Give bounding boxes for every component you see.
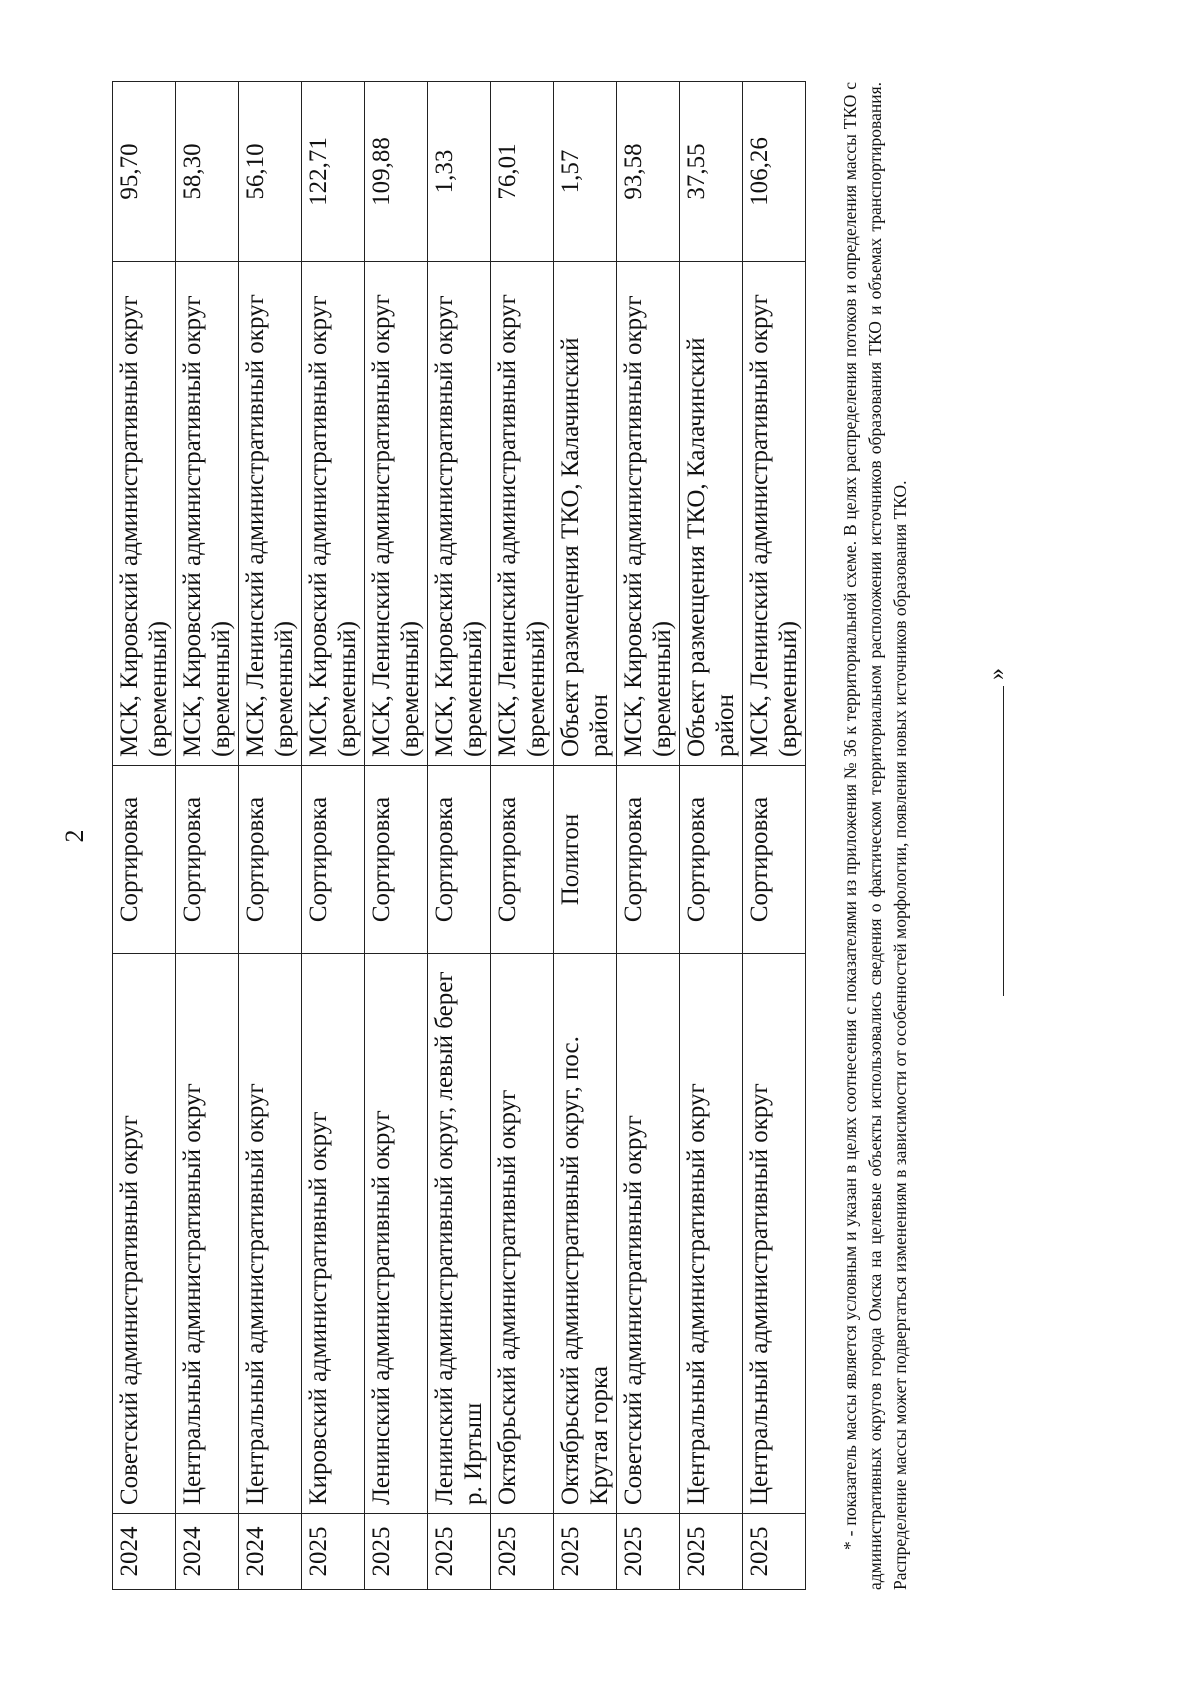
type-cell: Сортировка bbox=[743, 766, 806, 954]
mass-cell: 95,70 bbox=[113, 82, 176, 262]
type-cell: Сортировка bbox=[491, 766, 554, 954]
type-cell: Сортировка bbox=[680, 766, 743, 954]
destination-cell: МСК, Ленинский административный округ (временный) bbox=[743, 262, 806, 766]
year-cell: 2025 bbox=[302, 1514, 365, 1590]
source-cell: Центральный административный округ bbox=[239, 954, 302, 1514]
destination-cell: МСК, Кировский административный округ (временный) bbox=[176, 262, 239, 766]
year-cell: 2024 bbox=[113, 1514, 176, 1590]
table-row bbox=[554, 82, 617, 1590]
year-cell: 2024 bbox=[176, 1514, 239, 1590]
table-row bbox=[176, 82, 239, 1590]
type-cell: Сортировка bbox=[239, 766, 302, 954]
source-cell: Советский административный округ bbox=[113, 954, 176, 1514]
type-cell: Сортировка bbox=[176, 766, 239, 954]
source-cell: Ленинский административный округ, левый берег р. Иртыш bbox=[428, 954, 491, 1514]
table-row bbox=[680, 82, 743, 1590]
destination-cell: МСК, Ленинский административный округ (временный) bbox=[491, 262, 554, 766]
year-cell: 2025 bbox=[617, 1514, 680, 1590]
destination-cell: МСК, Кировский административный округ (временный) bbox=[428, 262, 491, 766]
year-cell: 2025 bbox=[743, 1514, 806, 1590]
type-cell: Сортировка bbox=[617, 766, 680, 954]
mass-cell: 93,58 bbox=[617, 82, 680, 262]
mass-cell: 58,30 bbox=[176, 82, 239, 262]
source-cell: Октябрьский административный округ, пос. Крутая горка bbox=[554, 954, 617, 1514]
type-cell: Сортировка bbox=[113, 766, 176, 954]
end-rule bbox=[1003, 686, 1004, 996]
source-cell: Центральный административный округ bbox=[176, 954, 239, 1514]
mass-cell: 109,88 bbox=[365, 82, 428, 262]
year-cell: 2025 bbox=[680, 1514, 743, 1590]
destination-cell: МСК, Ленинский административный округ (временный) bbox=[365, 262, 428, 766]
mass-cell: 1,57 bbox=[554, 82, 617, 262]
destination-cell: МСК, Ленинский административный округ (временный) bbox=[239, 262, 302, 766]
type-cell: Сортировка bbox=[428, 766, 491, 954]
waste-flow-table bbox=[112, 81, 806, 1590]
year-cell: 2025 bbox=[428, 1514, 491, 1590]
table-row bbox=[239, 82, 302, 1590]
year-cell: 2025 bbox=[365, 1514, 428, 1590]
mass-cell: 106,26 bbox=[743, 82, 806, 262]
source-cell: Октябрьский административный округ bbox=[491, 954, 554, 1514]
source-cell: Советский административный округ bbox=[617, 954, 680, 1514]
type-cell: Сортировка bbox=[302, 766, 365, 954]
mass-cell: 122,71 bbox=[302, 82, 365, 262]
year-cell: 2024 bbox=[239, 1514, 302, 1590]
table-row bbox=[302, 82, 365, 1590]
year-cell: 2025 bbox=[491, 1514, 554, 1590]
year-cell: 2025 bbox=[554, 1514, 617, 1590]
table-row bbox=[365, 82, 428, 1590]
mass-cell: 1,33 bbox=[428, 82, 491, 262]
table-row bbox=[113, 82, 176, 1590]
table-row bbox=[743, 82, 806, 1590]
type-cell: Сортировка bbox=[365, 766, 428, 954]
destination-cell: Объект размещения ТКО, Калачинский район bbox=[554, 262, 617, 766]
table-row bbox=[491, 82, 554, 1590]
destination-cell: МСК, Кировский административный округ (временный) bbox=[617, 262, 680, 766]
source-cell: Центральный административный округ bbox=[743, 954, 806, 1514]
page-number: 2 bbox=[60, 829, 89, 843]
source-cell: Кировский административный округ bbox=[302, 954, 365, 1514]
mass-cell: 37,55 bbox=[680, 82, 743, 262]
table-row bbox=[428, 82, 491, 1590]
source-cell: Ленинский административный округ bbox=[365, 954, 428, 1514]
destination-cell: МСК, Кировский административный округ (временный) bbox=[113, 262, 176, 766]
source-cell: Центральный административный округ bbox=[680, 954, 743, 1514]
destination-cell: Объект размещения ТКО, Калачинский район bbox=[680, 262, 743, 766]
end-quote-mark: » bbox=[984, 668, 1010, 680]
type-cell: Полигон bbox=[554, 766, 617, 954]
destination-cell: МСК, Кировский административный округ (временный) bbox=[302, 262, 365, 766]
mass-cell: 56,10 bbox=[239, 82, 302, 262]
mass-cell: 76,01 bbox=[491, 82, 554, 262]
table-row bbox=[617, 82, 680, 1590]
footnote: * - показатель массы является условным и указан в целях соотнесения с показателями из приложения № 36 к территориальной схеме. В целях распределения потоков и определения массы ТКО с административных округов города Омска на целевые объекты использовались сведения о фактическом территориальном расположении источников образования ТКО и объемах транспортирования. Распределение массы может подвергаться изменениям в зависимости от особенностей морфологии, появления новых источников образования ТКО. bbox=[840, 82, 910, 1590]
